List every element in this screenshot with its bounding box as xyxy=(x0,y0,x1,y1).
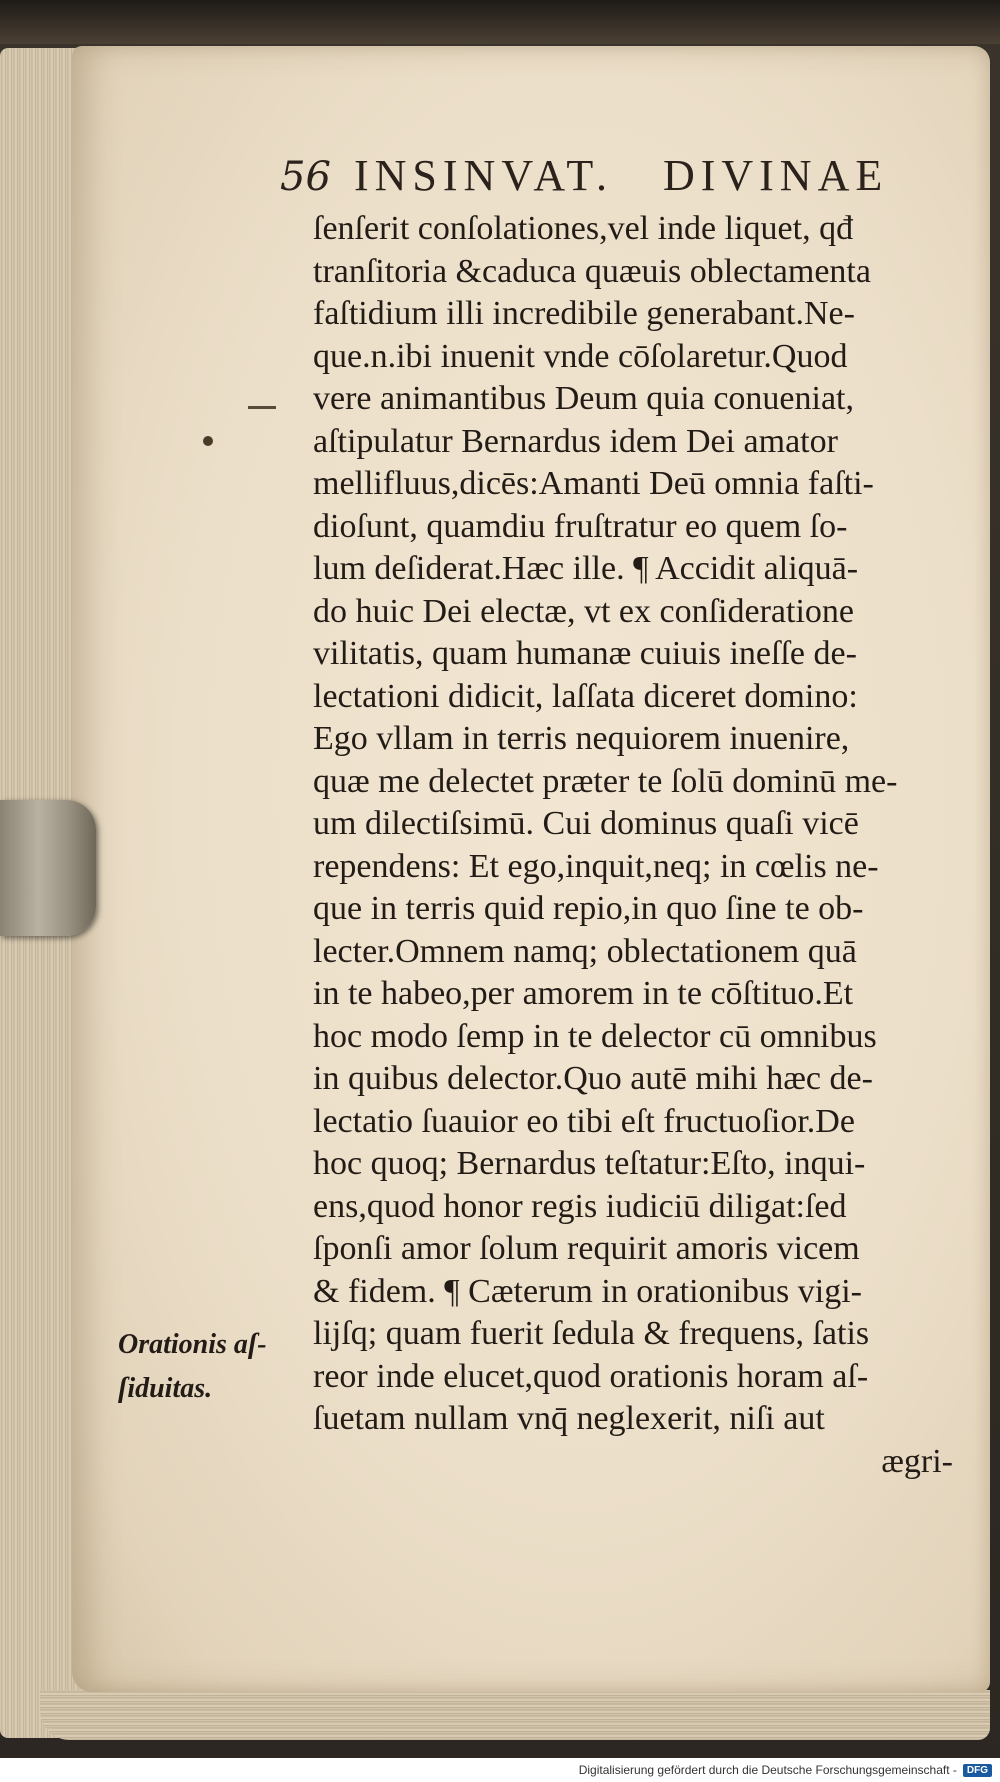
text-line: um dilectiſsimū. Cui dominus quaſi vicē xyxy=(313,805,859,842)
text-line: vere animantibus Deum quia conueniat, xyxy=(313,380,854,417)
text-line: hoc quoq; Bernardus teſtatur:Eſto, inqui- xyxy=(313,1145,866,1182)
text-line: hoc modo ſemp in te delector cū omnibus xyxy=(313,1017,877,1055)
running-head-left: INSINVAT. xyxy=(354,151,613,200)
text-line: ægri- xyxy=(881,1442,953,1480)
text-line: rependens: Et ego,inquit,neq; in cœlis ne- xyxy=(313,847,879,885)
text-line: tranſitoria &caduca quæuis oblectamenta xyxy=(313,252,871,290)
text-line: in quibus delector.Quo autē mihi hæc de- xyxy=(313,1060,873,1097)
page-number: 56 xyxy=(280,154,331,200)
text-line: do huic Dei electæ, vt ex conſideratione xyxy=(313,592,854,630)
book-cover-top xyxy=(0,0,1000,44)
text-line: quæ me delectet præter te ſolū dominū me- xyxy=(313,762,898,800)
marginal-note-line: ſiduitas. xyxy=(118,1373,213,1404)
text-line: lijſq; quam fuerit ſedula & frequens, ſatis xyxy=(313,1315,870,1352)
text-line: lectatio ſuauior eo tibi eſt fructuoſior.De xyxy=(313,1102,855,1140)
text-line: que.n.ibi inuenit vnde cōſolaretur.Quod xyxy=(313,337,848,375)
marginal-note-line: Orationis aſ- xyxy=(118,1329,267,1360)
text-line: & fidem. ¶ Cæterum in orationibus vigi- xyxy=(313,1272,862,1310)
running-head xyxy=(354,150,888,201)
text-line: mellifluus,dicēs:Amanti Deū omnia faſti- xyxy=(313,465,874,502)
text-line: ſuetam nullam vnq̄ neglexerit, niſi aut xyxy=(313,1400,825,1437)
text-line: ſenſerit conſolationes,vel inde liquet, qđ xyxy=(313,210,854,247)
ink-mark-dot xyxy=(203,436,213,446)
text-line: Ego vllam in terris nequiorem inuenire, xyxy=(313,720,850,757)
text-line: que in terris quid repio,in quo ſine te ob- xyxy=(313,890,864,927)
text-line: ens,quod honor regis iudiciū diligat:ſed xyxy=(313,1187,847,1225)
text-line: dioſunt, quamdiu fruſtratur eo quem ſo- xyxy=(313,507,848,545)
digitization-credit: Digitalisierung gefördert durch die Deutsche Forschungsgemeinschaft - xyxy=(578,1763,957,1777)
dfg-logo: DFG xyxy=(963,1764,992,1777)
running-head-right: DIVINAE xyxy=(662,151,889,200)
text-line: reor inde elucet,quod orationis horam aſ- xyxy=(313,1357,869,1395)
digitization-footer xyxy=(0,1758,1000,1782)
page-header xyxy=(280,150,940,210)
book-clasp xyxy=(0,800,96,936)
text-line: aſtipulatur Bernardus idem Dei amator xyxy=(313,422,838,460)
text-line: lecter.Omnem namq; oblectationem quā xyxy=(313,932,857,970)
marginal-note xyxy=(118,1323,308,1411)
text-line: lum deſiderat.Hæc ille. ¶ Accidit aliquā- xyxy=(313,550,859,587)
page-edges-bottom xyxy=(40,1690,990,1740)
text-line: ſponſi amor ſolum requirit amoris vicem xyxy=(313,1230,860,1267)
body-text xyxy=(313,208,973,1483)
text-line: faſtidium illi incredibile generabant.Ne- xyxy=(313,295,855,332)
text-line: vilitatis, quam humanæ cuiuis ineſſe de- xyxy=(313,635,857,672)
text-line: in te habeo,per amorem in te cōſtituo.Et xyxy=(313,975,854,1012)
text-line: lectationi didicit, laſſata diceret domino: xyxy=(313,677,858,715)
ink-mark-dash xyxy=(248,406,276,409)
